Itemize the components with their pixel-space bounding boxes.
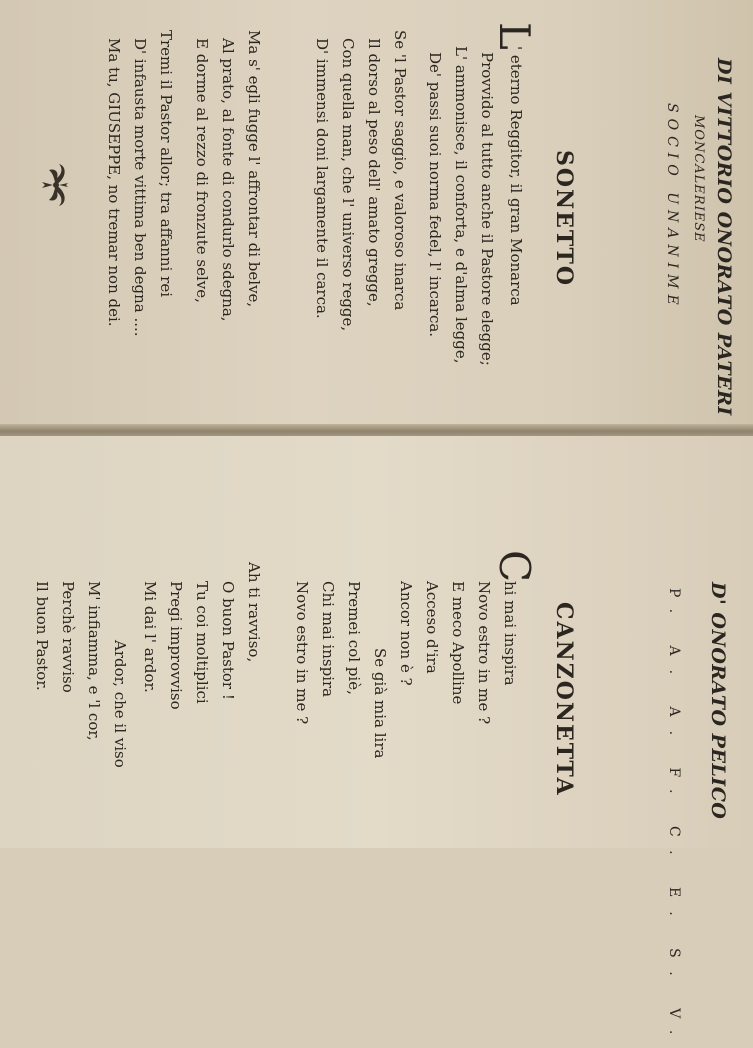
canzonetta-line: Se già mia lira <box>371 648 389 759</box>
canzonetta-heading: CANZONETTA <box>551 602 577 797</box>
canzonetta-line: Ardor, che il viso <box>111 640 129 768</box>
canzonetta-line: O buon Pastor ! <box>219 581 237 700</box>
sonetto-line: De' passi suoi norma fedel, l' incarca. <box>426 52 444 338</box>
sonetto-line: Il dorso al peso dell' amato gregge, <box>365 38 383 307</box>
canzonetta-line: Mi dai l' ardor. <box>141 581 159 693</box>
canzonetta-line: Tu coi moltiplici <box>193 581 211 704</box>
canzonetta-initials: P. A. A. F. C. E. S. V. <box>666 588 682 1048</box>
sonetto-line: Provvido al tutto anche il Pastore elegge; <box>478 52 496 366</box>
sonetto-line: D' infausta morte vittima ben degna .... <box>131 38 149 337</box>
canzonetta-line: Novo estro in me ? <box>475 581 493 725</box>
canzonetta-dropcap: C <box>490 550 539 583</box>
canzonetta-line: hi mai inspira <box>501 581 519 686</box>
sonetto-line: Se 'l Pastor saggio, e valoroso inarca <box>391 30 409 311</box>
canzonetta-title: D' ONORATO PELICO <box>707 582 729 820</box>
sonetto-line: Ma s' egli fugge l' affrontar di belve, <box>245 30 263 308</box>
sonetto-line: E dorme al rezzo di fronzute selve, <box>193 38 211 303</box>
sonetto-line: ' eterno Reggitor, il gran Monarca <box>507 46 525 306</box>
sonetto-line: Tremi il Pastor allor; tra affanni rei <box>157 30 175 298</box>
canzonetta-line: Novo estro in me ? <box>293 581 311 725</box>
sonetto-line: Con quella man, che l' universo regge, <box>339 38 357 332</box>
sonetto-line: D' immensi doni largamente il carca. <box>313 38 331 319</box>
canzonetta-line: Ah ti ravviso, <box>245 562 263 663</box>
sonetto-dropcap: L <box>490 22 539 50</box>
sonetto-subtitle: MONCALERIESE <box>691 115 706 243</box>
canzonetta-line: Chi mai inspira <box>319 581 337 698</box>
canzonetta-line: Il buon Pastor. <box>33 581 51 691</box>
canzonetta-line: Perchè ravviso <box>59 581 77 693</box>
canzonetta-line: M' infiamma, e 'l cor, <box>85 581 103 741</box>
sonetto-line: Al prato, al fonte di condurlo sdegna, <box>219 38 237 322</box>
sonetto-title: DI VITTORIO ONORATO PATERI <box>713 58 735 416</box>
sonetto-heading: SONETTO <box>551 150 577 288</box>
canzonetta-line: E meco Apolline <box>449 581 467 705</box>
canzonetta-line: Pregi improvviso <box>167 581 185 710</box>
sonetto-membership: SOCIO UNANIME <box>664 103 680 311</box>
canzonetta-line: Ancor non è ? <box>397 581 415 686</box>
sonetto-line: L' ammonisce, il conforta, e d'alma legge, <box>452 46 470 364</box>
canzonetta-line: Premei col piè, <box>345 581 363 695</box>
canzonetta-line: Acceso d'ira <box>423 581 441 674</box>
sonetto-line: Ma tu, GIUSEPPE, no tremar non dei. <box>105 38 123 327</box>
